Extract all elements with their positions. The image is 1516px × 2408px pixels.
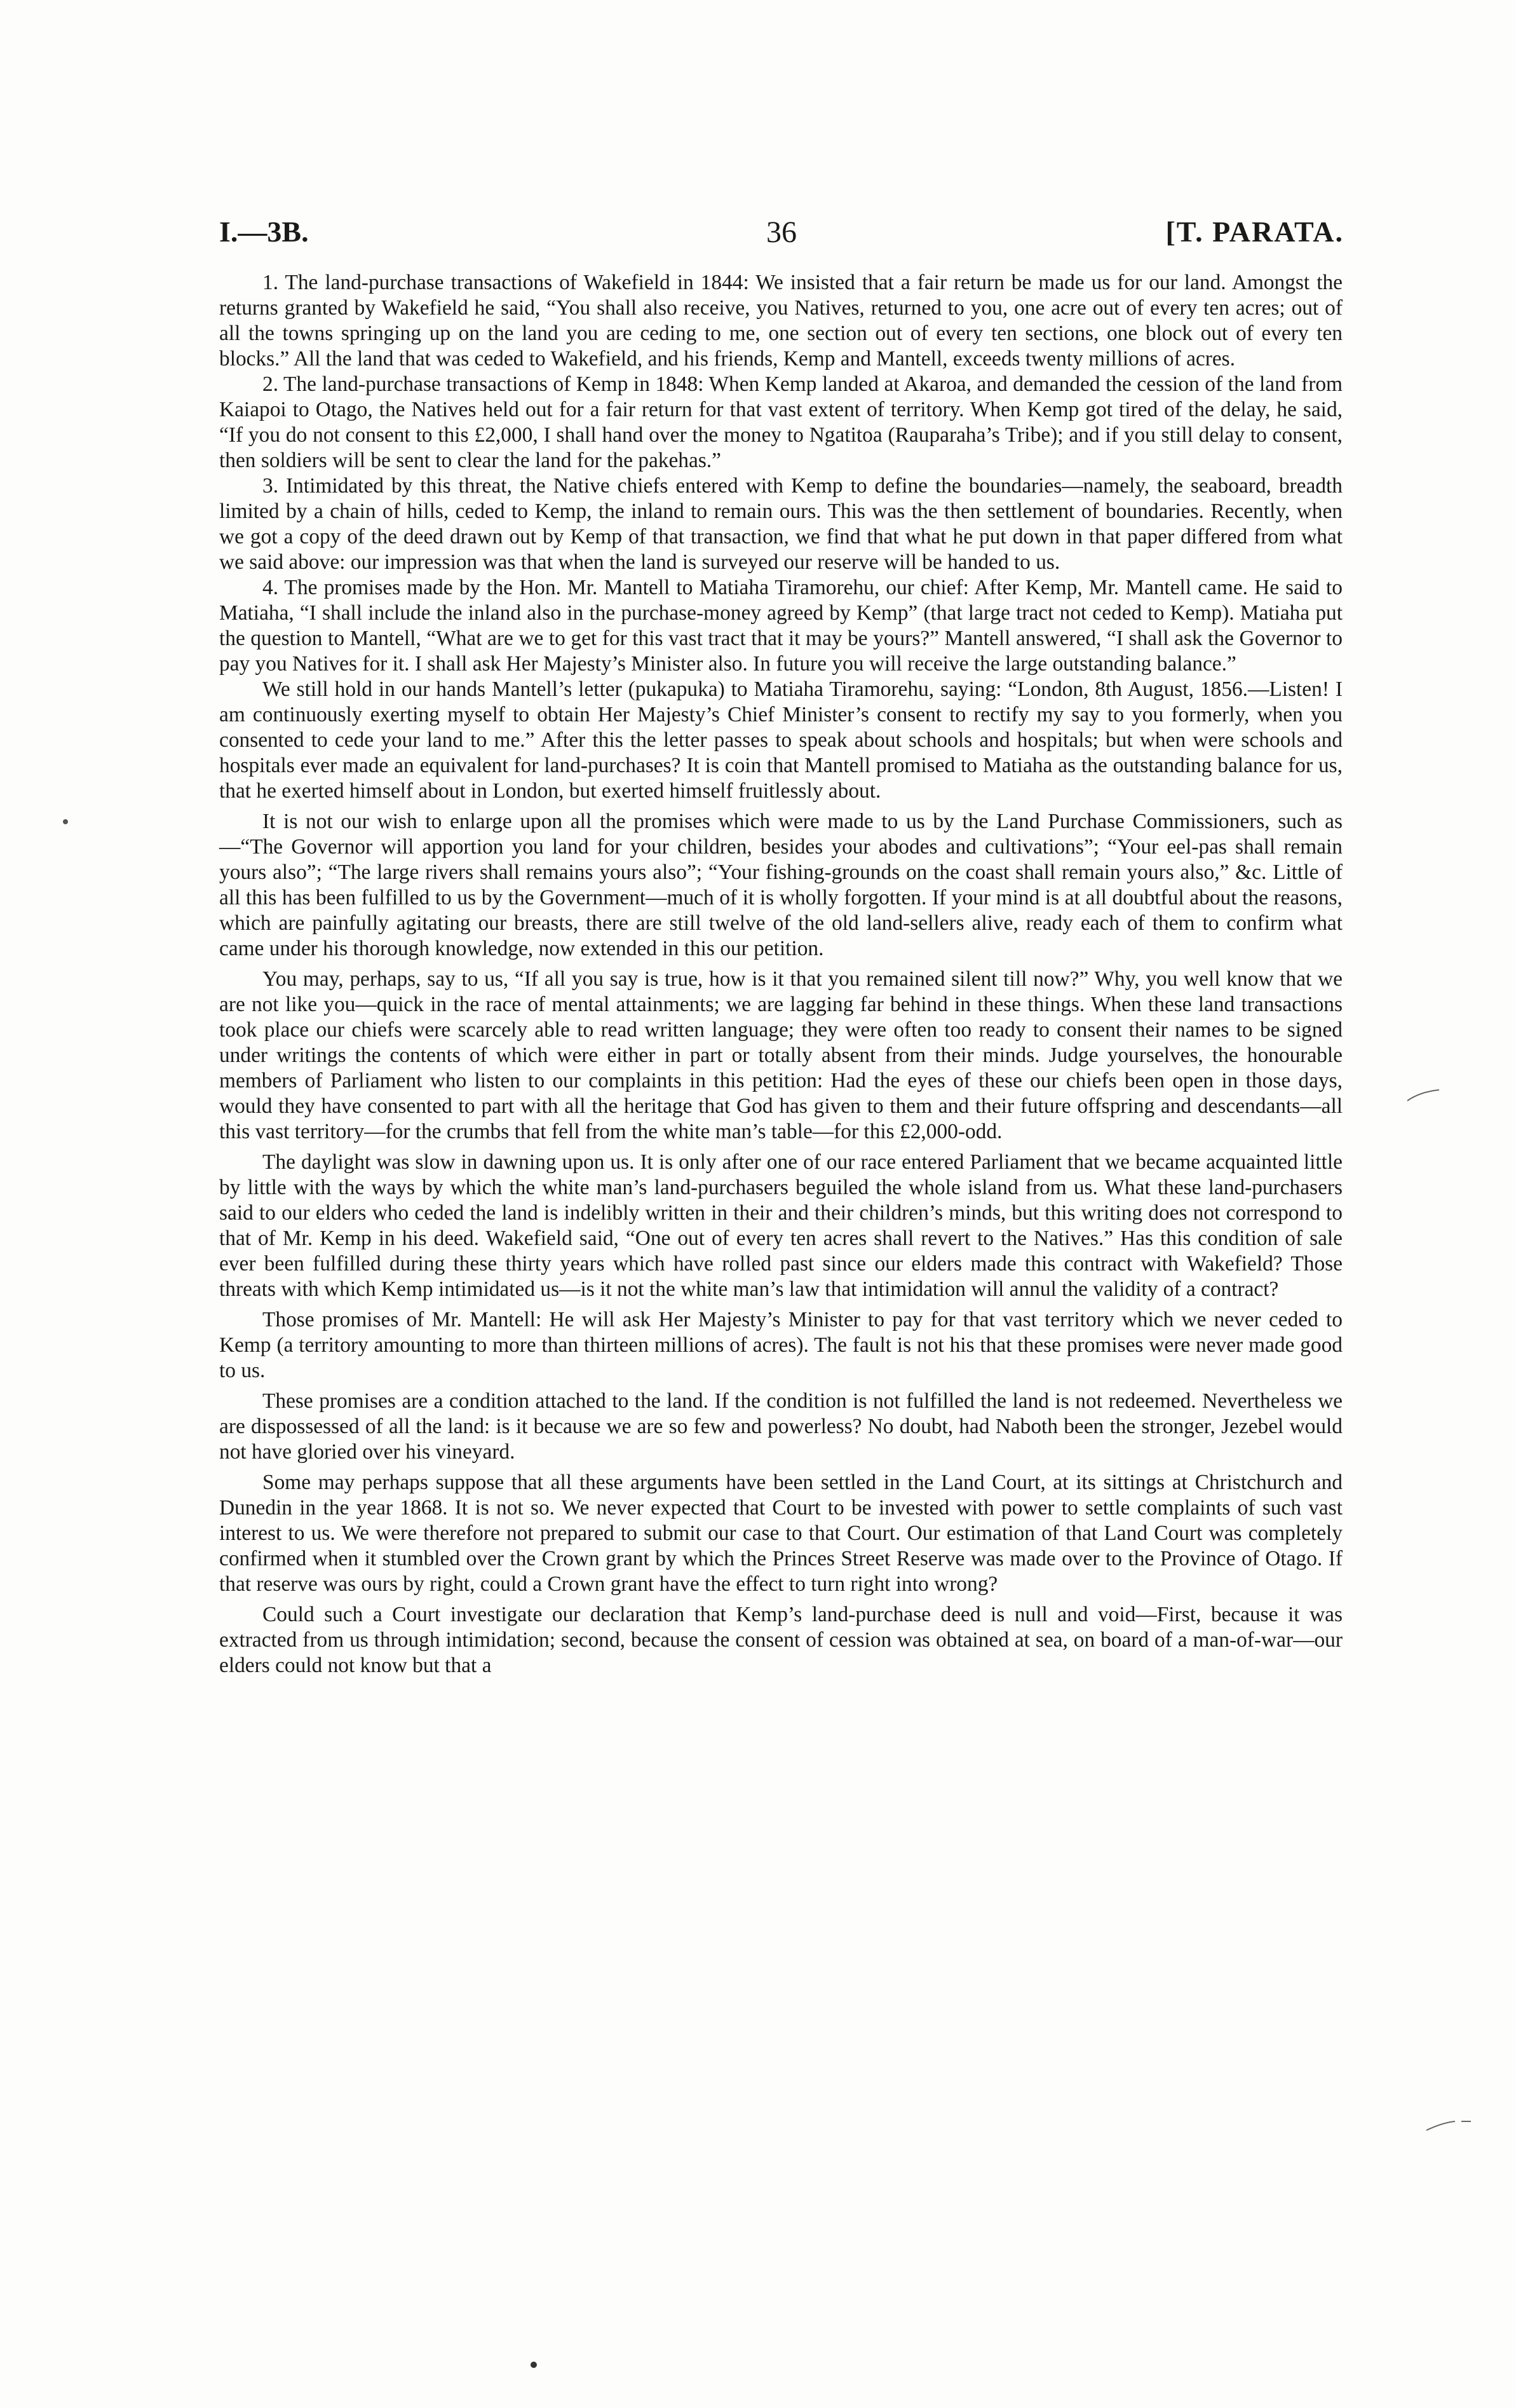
scan-dot-icon <box>60 817 71 827</box>
paragraph: 4. The promises made by the Hon. Mr. Mantell to Matiaha Tiramorehu, our chief: After Kemp, Mr. Mantell came. He said to Matiaha, “I shall include the inland also in the purchase-money agreed by Kemp” (that large tract not ceded to Kemp). Matiaha put the question to Mantell, “What are we to get for this vast tract that it may be yours?” Mantell answered, “I shall ask the Governor to pay you Natives for it. I shall ask Her Majesty’s Minister also. In future you will receive the large outstanding balance.” <box>219 576 1343 676</box>
running-head <box>219 215 1344 253</box>
paragraph: These promises are a condition attached to the land. If the condition is not fulfilled the land is not redeemed. Nevertheless we are dispossessed of all the land: is it because we are so few and powerless? No doubt, had Naboth been the stronger, Jezebel would not have gloried over his vineyard. <box>219 1389 1343 1464</box>
paragraph: Those promises of Mr. Mantell: He will ask Her Majesty’s Minister to pay for that vast territory which we never ceded to Kemp (a territory amounting to more than thirteen millions of acres). The fault is not his that these promises were never made good to us. <box>219 1308 1343 1382</box>
paragraph: We still hold in our hands Mantell’s letter (pukapuka) to Matiaha Tiramorehu, saying: “London, 8th August, 1856.—Listen! I am continuously exerting myself to obtain Her Majesty’s Chief Minister’s consent to rectify my say to you formerly, when you consented to cede your land to me.” After this the letter passes to speak about schools and hospitals; but when were schools and hospitals ever made an equivalent for land-purchases? It is coin that Mantell promised to Matiaha as the outstanding balance for us, that he exerted himself about in London, but exerted himself fruitlessly about. <box>219 677 1343 803</box>
paper-reference: I.—3B. <box>219 215 309 248</box>
paragraph: The daylight was slow in dawning upon us. It is only after one of our race entered Parliament that we became acquainted little by little with the ways by which the white man’s land-purchasers beguiled the whole island from us. What these land-purchasers said to our elders who ceded the land is indelibly written in their and their children’s minds, but this writing does not correspond to that of Mr. Kemp in his deed. Wakefield said, “One out of every ten acres shall revert to the Natives.” Has this condition of sale ever been fulfilled during these thirty years which have rolled past since our elders made this contract with Wakefield? Those threats with which Kemp intimidated us—is it not the white man’s law that intimidation will annul the validity of a contract? <box>219 1150 1343 1301</box>
page-number: 36 <box>766 215 797 249</box>
paragraph: You may, perhaps, say to us, “If all you say is true, how is it that you remained silent till now?” Why, you well know that we are not like you—quick in the race of mental attainments; we are lagging far behind in these things. When these land transactions took place our chiefs were scarcely able to read written language; they were often too ready to consent their names to be signed under writings the contents of which were either in part or totally absent from their minds. Judge yourselves, the honourable members of Parliament who listen to our complaints in this petition: Had the eyes of these our chiefs been open in those days, would they have consented to part with all the heritage that God has given to them and their future offspring and descendants—all this vast territory—for the crumbs that fell from the white man’s table—for this £2,000-odd. <box>219 967 1343 1143</box>
scan-mark-icon <box>1404 1087 1442 1106</box>
document-body <box>219 270 1343 1678</box>
paragraph: 2. The land-purchase transactions of Kemp in 1848: When Kemp landed at Akaroa, and demanded the cession of the land from Kaiapoi to Otago, the Natives held out for a fair return for that vast extent of territory. When Kemp got tired of the delay, he said, “If you do not consent to this £2,000, I shall hand over the money to Ngatitoa (Rauparaha’s Tribe); and if you still delay to consent, then soldiers will be sent to clear the land for the pakehas.” <box>219 372 1343 472</box>
paragraph: Some may perhaps suppose that all these arguments have been settled in the Land Court, at its sittings at Christchurch and Dunedin in the year 1868. It is not so. We never expected that Court to be invested with power to settle complaints of such vast interest to us. We were therefore not prepared to submit our case to that Court. Our estimation of that Land Court was completely confirmed when it stumbled over the Crown grant by which the Princes Street Reserve was made over to the Province of Otago. If that reserve was ours by right, could a Crown grant have the effect to turn right into wrong? <box>219 1471 1343 1596</box>
scan-dot-icon <box>529 2360 539 2370</box>
paragraph: Could such a Court investigate our declaration that Kemp’s land-purchase deed is null and void—First, because it was extracted from us through intimidation; second, because the consent of cession was obtained at sea, on board of a man-of-war—our elders could not know but that a <box>219 1603 1343 1677</box>
witness-name: [T. PARATA. <box>1165 215 1344 248</box>
scan-mark-icon <box>1423 2116 1474 2135</box>
paragraph: 3. Intimidated by this threat, the Native chiefs entered with Kemp to define the boundaries—namely, the seaboard, breadth limited by a chain of hills, ceded to Kemp, the inland to remain ours. This was the then settlement of boundaries. Recently, when we got a copy of the deed drawn out by Kemp of that transaction, we find that what he put down in that paper differed from what we said above: our impression was that when the land is surveyed our reserve will be handed to us. <box>219 474 1343 574</box>
paragraph: 1. The land-purchase transactions of Wakefield in 1844: We insisted that a fair return be made us for our land. Amongst the returns granted by Wakefield he said, “You shall also receive, you Natives, returned to you, one acre out of every ten acres; out of all the towns springing up on the land you are ceding to me, one section out of every ten sections, one block out of every ten blocks.” All the land that was ceded to Wakefield, and his friends, Kemp and Mantell, exceeds twenty millions of acres. <box>219 271 1343 371</box>
paragraph: It is not our wish to enlarge upon all the promises which were made to us by the Land Purchase Commissioners, such as—“The Governor will apportion you land for your children, besides your abodes and cultivations”; “Your eel-pas shall remain yours also”; “The large rivers shall remains yours also”; “Your fishing-grounds on the coast shall remain yours also,” &c. Little of all this has been fulfilled to us by the Government—much of it is wholly forgotten. If your mind is at all doubtful about the reasons, which are painfully agitating our breasts, there are still twelve of the old land-sellers alive, ready each of them to confirm what came under his thorough knowledge, now extended in this our petition. <box>219 810 1343 960</box>
